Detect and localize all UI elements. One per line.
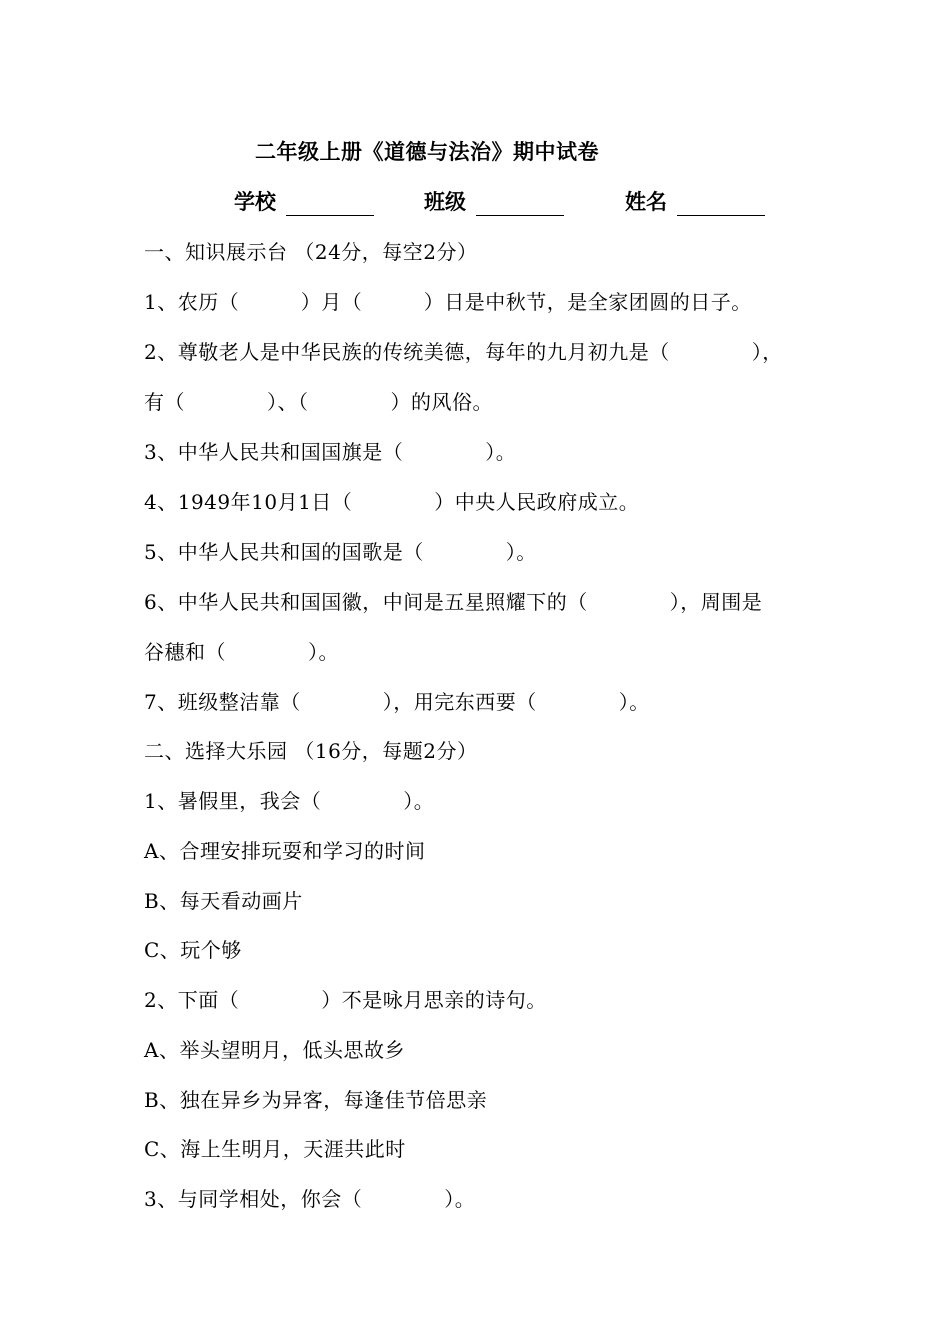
option-line: B、每天看动画片 <box>144 889 303 913</box>
question-line: 有（ ）、（ ）的风俗。 <box>144 390 493 414</box>
name-blank <box>677 193 765 216</box>
section-1-heading: 一、知识展示台 （24分，每空2分） <box>144 240 478 264</box>
question-line: 3、与同学相处，你会（ ）。 <box>144 1187 476 1211</box>
school-blank <box>286 193 374 216</box>
class-field <box>424 186 564 216</box>
name-label: 姓名 <box>625 189 667 214</box>
section-2-heading: 二、选择大乐园 （16分，每题2分） <box>144 739 478 763</box>
option-line: C、海上生明月，天涯共此时 <box>144 1137 406 1161</box>
question-line: 2、尊敬老人是中华民族的传统美德，每年的九月初九是（ ）， <box>144 340 783 364</box>
option-line: A、举头望明月，低头思故乡 <box>144 1038 405 1062</box>
school-label: 学校 <box>234 189 276 214</box>
question-line: 4、1949年10月1日（ ）中央人民政府成立。 <box>144 490 640 514</box>
class-label: 班级 <box>424 189 466 214</box>
question-line: 6、中华人民共和国国徽，中间是五星照耀下的（ ），周围是 <box>144 590 763 614</box>
student-info-row <box>0 186 950 216</box>
question-line: 谷穗和（ ）。 <box>144 640 339 664</box>
question-line: 2、下面（ ）不是咏月思亲的诗句。 <box>144 988 547 1012</box>
option-line: A、合理安排玩耍和学习的时间 <box>144 839 426 863</box>
class-blank <box>476 193 564 216</box>
question-line: 7、班级整洁靠（ ），用完东西要（ ）。 <box>144 690 650 714</box>
school-field <box>234 186 374 216</box>
option-line: C、玩个够 <box>144 938 242 962</box>
option-line: B、独在异乡为异客，每逢佳节倍思亲 <box>144 1088 488 1112</box>
question-line: 3、中华人民共和国国旗是（ ）。 <box>144 440 517 464</box>
name-field <box>625 186 765 216</box>
question-line: 1、暑假里，我会（ ）。 <box>144 789 435 813</box>
question-line: 1、农历（ ）月（ ）日是中秋节，是全家团圆的日子。 <box>144 290 752 314</box>
exam-title: 二年级上册《道德与法治》期中试卷 <box>255 139 599 164</box>
question-line: 5、中华人民共和国的国歌是（ ）。 <box>144 540 537 564</box>
